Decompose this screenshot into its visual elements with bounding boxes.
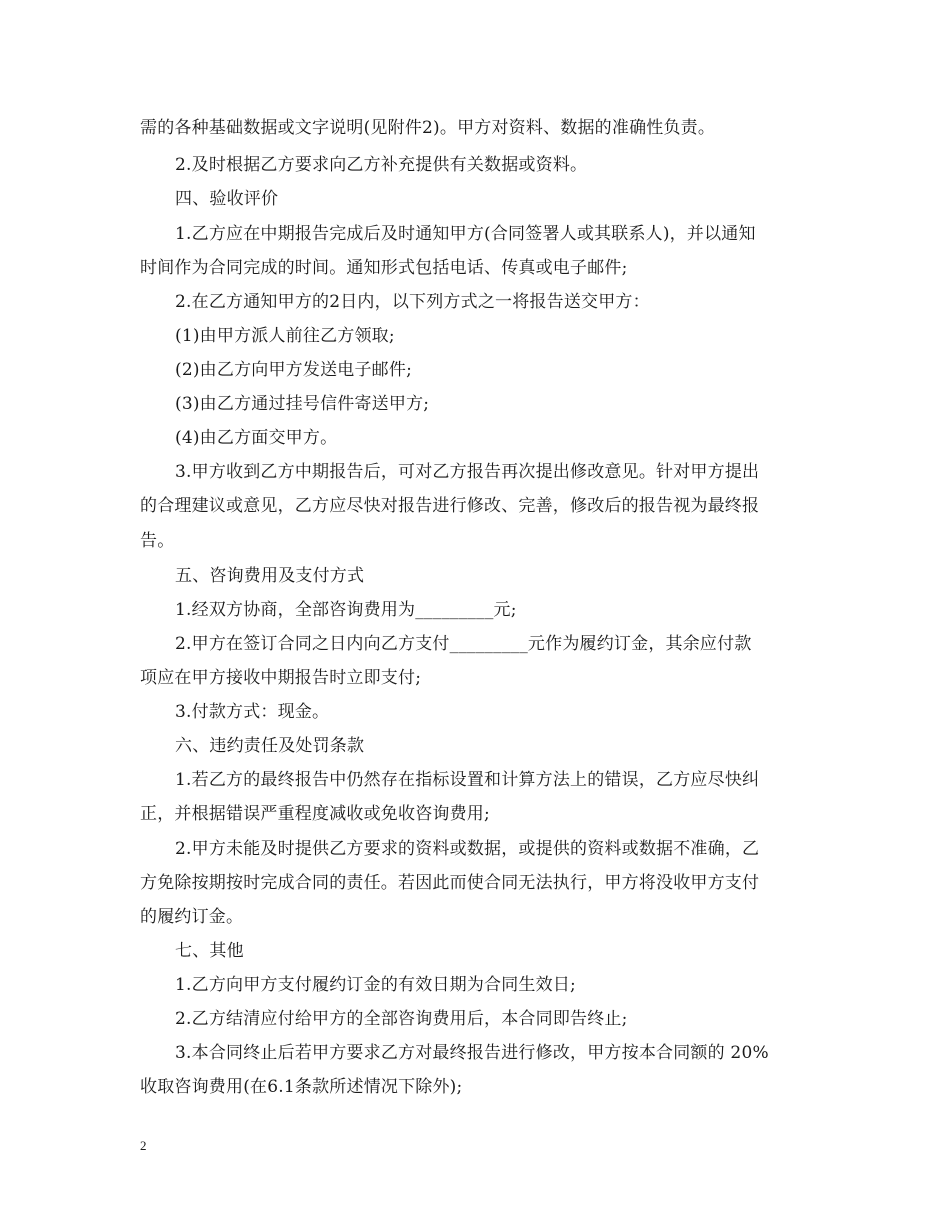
- text-line: (2)由乙方向甲方发送电子邮件;: [175, 360, 413, 380]
- section-heading: 六、违约责任及处罚条款: [175, 736, 365, 756]
- page-number: 2: [140, 1138, 147, 1153]
- text-line: 1.乙方向甲方支付履约订金的有效日期为合同生效日;: [175, 975, 576, 995]
- text-line: 2.在乙方通知甲方的2日内，以下列方式之一将报告送交甲方：: [175, 292, 650, 312]
- text-line: 2.及时根据乙方要求向乙方补充提供有关数据或资料。: [175, 155, 588, 175]
- section-heading: 四、验收评价: [175, 189, 279, 209]
- text-line: 2.甲方在签订合同之日内向乙方支付_________元作为履约订金，其余应付款: [175, 634, 752, 654]
- text-line: 需的各种基础数据或文字说明(见附件2)。甲方对资料、数据的准确性负责。: [140, 118, 716, 138]
- text-line: 收取咨询费用(在6.1条款所述情况下除外);: [140, 1077, 463, 1097]
- text-line: 3.付款方式：现金。: [175, 702, 330, 722]
- text-line: 1.若乙方的最终报告中仍然存在指标设置和计算方法上的错误，乙方应尽快纠: [175, 770, 760, 790]
- text-line: 正，并根据错误严重程度减收或免收咨询费用;: [140, 804, 490, 824]
- text-line: 项应在甲方接收中期报告时立即支付;: [140, 668, 422, 688]
- text-line: 3.甲方收到乙方中期报告后，可对乙方报告再次提出修改意见。针对甲方提出: [175, 462, 760, 482]
- text-line: 的履约订金。: [140, 907, 244, 927]
- text-line: 2.甲方未能及时提供乙方要求的资料或数据，或提供的资料或数据不准确，乙: [175, 839, 760, 859]
- text-line: 1.乙方应在中期报告完成后及时通知甲方(合同签署人或其联系人)，并以通知: [175, 224, 756, 244]
- text-line: 方免除按期按时完成合同的责任。若因此而使合同无法执行，甲方将没收甲方支付: [140, 873, 760, 893]
- section-heading: 五、咨询费用及支付方式: [175, 566, 365, 586]
- text-line: 时间作为合同完成的时间。通知形式包括电话、传真或电子邮件;: [140, 258, 628, 278]
- text-line: (4)由乙方面交甲方。: [175, 428, 338, 448]
- text-line: (1)由甲方派人前往乙方领取;: [175, 326, 395, 346]
- text-line: 2.乙方结清应付给甲方的全部咨询费用后，本合同即告终止;: [175, 1009, 628, 1029]
- text-line: 3.本合同终止后若甲方要求乙方对最终报告进行修改，甲方按本合同额的 20%: [175, 1043, 769, 1063]
- text-line: 的合理建议或意见，乙方应尽快对报告进行修改、完善，修改后的报告视为最终报: [140, 496, 760, 516]
- text-line: (3)由乙方通过挂号信件寄送甲方;: [175, 394, 430, 414]
- text-line: 告。: [140, 531, 175, 551]
- section-heading: 七、其他: [175, 941, 244, 961]
- text-line: 1.经双方协商，全部咨询费用为_________元;: [175, 600, 517, 620]
